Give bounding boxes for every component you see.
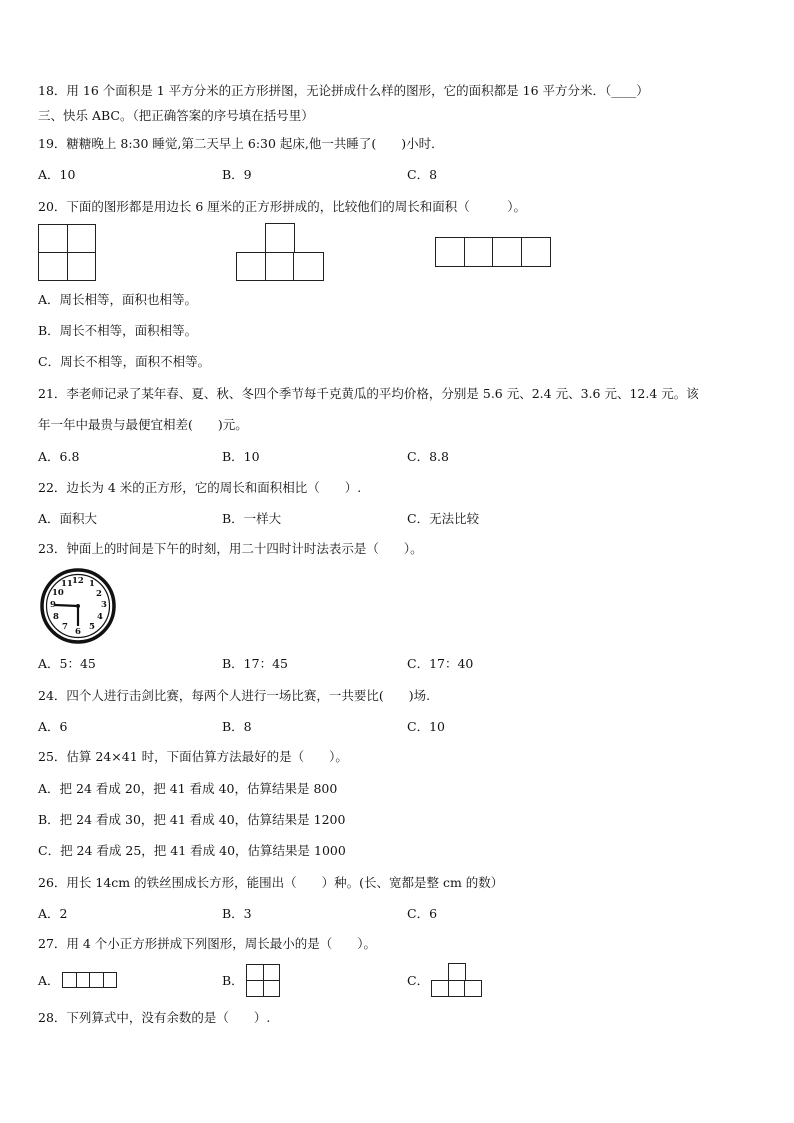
option-a[interactable]: A．周长相等，面积也相等。 (38, 292, 198, 307)
option-b[interactable]: B．周长不相等，面积相等。 (38, 323, 198, 338)
option-a[interactable]: A．6.8 (38, 449, 80, 464)
option-a[interactable]: A． (38, 973, 60, 988)
clock-number-10: 10 (52, 588, 64, 598)
question-21-line-1: 21．李老师记录了某年春、夏、秋、冬四个季节每千克黄瓜的平均价格，分别是 5.6 元、2.4 元、3.6 元、12.4 元。该 (38, 386, 699, 401)
figure-2x2-square (246, 964, 280, 997)
option-b[interactable]: B．8 (222, 719, 252, 734)
clock-number-7: 7 (62, 622, 68, 632)
clock-face (40, 568, 116, 644)
option-b[interactable]: B．把 24 看成 30，把 41 看成 40，估算结果是 1200 (38, 812, 346, 827)
question-19: 19．糖糖晚上 8:30 睡觉,第二天早上 6:30 起床,他一共睡了( )小时． (38, 136, 444, 151)
option-b[interactable]: B．17：45 (222, 656, 288, 671)
option-a[interactable]: A．10 (38, 167, 76, 182)
option-b[interactable]: B．3 (222, 906, 252, 921)
question-18: 18．用 16 个面积是 1 平方分米的正方形拼图，无论拼成什么样的图形，它的面积都是 16 平方分米．（____） (38, 83, 649, 98)
question-21-line-2: 年一年中最贵与最便宜相差( )元。 (38, 417, 248, 432)
option-c[interactable]: C．把 24 看成 25，把 41 看成 40，估算结果是 1000 (38, 843, 346, 858)
section-title: 三、快乐 ABC。（把正确答案的序号填在括号里） (38, 108, 314, 123)
clock-number-11: 11 (61, 579, 73, 589)
clock-number-4: 4 (97, 612, 103, 622)
option-c[interactable]: C．周长不相等，面积不相等。 (38, 354, 211, 369)
clock-number-6: 6 (75, 627, 81, 637)
figure-1x4-strip (62, 972, 117, 988)
figure-t-shape (431, 963, 483, 997)
question-23: 23．钟面上的时间是下午的时刻，用二十四时计时法表示是（ ）。 (38, 541, 423, 556)
question-25: 25．估算 24×41 时，下面估算方法最好的是（ ）。 (38, 749, 348, 764)
option-c[interactable]: C．17：40 (407, 656, 474, 671)
clock-number-2: 2 (96, 589, 102, 599)
option-b[interactable]: B．10 (222, 449, 260, 464)
question-24: 24．四个人进行击剑比赛，每两个人进行一场比赛，一共要比( )场. (38, 688, 431, 703)
option-a[interactable]: A．2 (38, 906, 68, 921)
option-b[interactable]: B．9 (222, 167, 252, 182)
clock-number-9: 9 (50, 600, 56, 610)
option-c[interactable]: C．10 (407, 719, 445, 734)
figure-t-shape (236, 223, 325, 281)
question-26: 26．用长 14cm 的铁丝围成长方形，能围出（ ）种。(长、宽都是整 cm 的数） (38, 875, 504, 890)
clock-number-1: 1 (89, 579, 95, 589)
option-c[interactable]: C．8.8 (407, 449, 449, 464)
option-a[interactable]: A．5：45 (38, 656, 96, 671)
option-c[interactable]: C．8 (407, 167, 438, 182)
clock-number-5: 5 (89, 622, 95, 632)
figure-2x2-square (38, 224, 96, 281)
question-27: 27．用 4 个小正方形拼成下列图形，周长最小的是（ ）。 (38, 936, 377, 951)
option-a[interactable]: A．把 24 看成 20，把 41 看成 40，估算结果是 800 (38, 781, 338, 796)
option-b[interactable]: B．一样大 (222, 511, 282, 526)
question-22: 22．边长为 4 米的正方形，它的周长和面积相比（ ）. (38, 480, 362, 495)
clock-number-3: 3 (101, 600, 107, 610)
figure-1x4-strip (435, 237, 551, 267)
option-b[interactable]: B． (222, 973, 244, 988)
option-a[interactable]: A．面积大 (38, 511, 98, 526)
clock-number-12: 12 (72, 576, 84, 586)
option-c[interactable]: C．6 (407, 906, 438, 921)
option-c[interactable]: C． (407, 973, 430, 988)
question-28: 28．下列算式中，没有余数的是（ ）. (38, 1010, 271, 1025)
option-c[interactable]: C．无法比较 (407, 511, 480, 526)
option-a[interactable]: A．6 (38, 719, 68, 734)
question-20: 20．下面的图形都是用边长 6 厘米的正方形拼成的，比较他们的周长和面积（ ）。 (38, 199, 527, 214)
clock-number-8: 8 (53, 612, 59, 622)
